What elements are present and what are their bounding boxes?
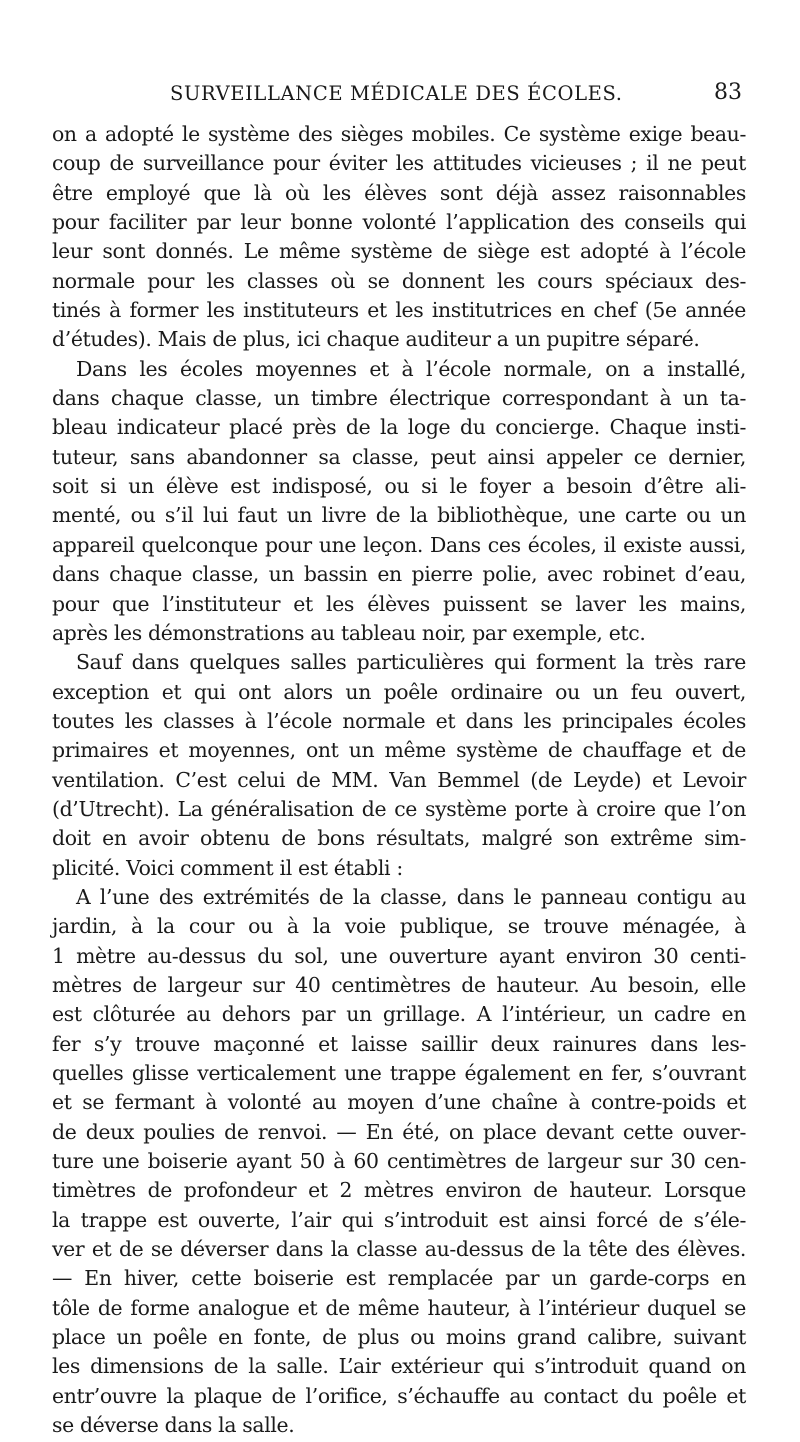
text-line: les dimensions de la salle. L’air extérieur qui s’introduit quand on [52,1354,746,1379]
text-line: la trappe est ouverte, l’air qui s’introduit est ainsi forcé de s’éle- [52,1207,746,1232]
text-line: de deux poulies de renvoi. — En été, on place devant cette ouver- [52,1119,746,1144]
text-line: et se fermant à volonté au moyen d’une chaîne à contre-poids et [52,1090,746,1115]
text-line: tuteur, sans abandonner sa classe, peut ainsi appeler ce dernier, [52,444,746,469]
text-line: soit si un élève est indisposé, ou si le foyer a besoin d’être ali- [52,474,746,499]
text-line: (d’Utrecht). La généralisation de ce système porte à croire que l’on [52,796,746,821]
text-line: entr’ouvre la plaque de l’orifice, s’échauffe au contact du poêle et [52,1383,746,1408]
text-line: primaires et moyennes, ont un même système de chauffage et de [52,738,746,763]
text-line: dans chaque classe, un bassin en pierre polie, avec robinet d’eau, [52,562,746,587]
text-line: fer s’y trouve maçonné et laisse saillir deux rainures dans les- [52,1031,746,1056]
text-line: d’études). Mais de plus, ici chaque auditeur a un pupitre séparé. [52,327,700,352]
running-title: SURVEILLANCE MÉDICALE DES ÉCOLES. [170,82,623,105]
text-line: plicité. Voici comment il est établi : [52,855,403,880]
text-line: toutes les classes à l’école normale et dans les principales écoles [52,708,746,733]
body-text [52,120,746,1440]
text-line: tinés à former les instituteurs et les institutrices en chef (5e année [52,298,746,323]
text-line: place un poêle en fonte, de plus ou moins grand calibre, suivant [52,1325,746,1350]
text-line: A l’une des extrémités de la classe, dans le panneau contigu au [76,884,746,909]
text-line: normale pour les classes où se donnent les cours spéciaux des- [52,268,746,293]
text-line: être employé que là où les élèves sont déjà assez raisonnables [52,180,746,205]
text-line: ture une boiserie ayant 50 à 60 centimètres de largeur sur 30 cen- [52,1149,746,1174]
running-header [52,78,746,114]
text-line: pour faciliter par leur bonne volonté l’application des conseils qui [52,210,746,235]
text-line: mètres de largeur sur 40 centimètres de hauteur. Au besoin, elle [52,972,746,997]
text-line: quelles glisse verticalement une trappe également en fer, s’ouvrant [52,1061,746,1085]
text-line: bleau indicateur placé près de la loge du concierge. Chaque insti- [52,415,746,440]
text-line: appareil quelconque pour une leçon. Dans ces écoles, il existe aussi, [52,532,746,557]
text-line: se déverse dans la salle. [52,1413,295,1438]
text-line: 1 mètre au-dessus du sol, une ouverture ayant environ 30 centi- [52,943,746,968]
text-line: timètres de profondeur et 2 mètres environ de hauteur. Lorsque [52,1178,746,1203]
text-line: Sauf dans quelques salles particulières qui forment la très rare [76,650,746,675]
text-line: — En hiver, cette boiserie est remplacée par un garde-corps en [52,1266,746,1291]
text-line: ver et de se déverser dans la classe au-dessus de la tête des élèves. [52,1237,746,1262]
text-line: est clôturée au dehors par un grillage. A l’intérieur, un cadre en [52,1002,746,1027]
text-line: jardin, à la cour ou à la voie publique, se trouve ménagée, à [52,914,746,939]
text-line: Dans les écoles moyennes et à l’école normale, on a installé, [76,356,746,381]
text-line: dans chaque classe, un timbre électrique correspondant à un ta- [52,386,746,411]
text-line: doit en avoir obtenu de bons résultats, malgré son extrême sim- [52,826,746,851]
text-line: pour que l’instituteur et les élèves puissent se laver les mains, [52,591,746,616]
text-line: tôle de forme analogue et de même hauteur, à l’intérieur duquel se [52,1295,746,1320]
page-number: 83 [714,80,742,105]
text-line: menté, ou s’il lui faut un livre de la bibliothèque, une carte ou un [52,503,746,528]
text-line: après les démonstrations au tableau noir, par exemple, etc. [52,620,646,645]
text-line: exception et qui ont alors un poêle ordinaire ou un feu ouvert, [52,679,746,704]
text-line: on a adopté le système des sièges mobiles. Ce système exige beau- [52,122,746,146]
text-line: leur sont donnés. Le même système de siège est adopté à l’école [52,239,746,264]
text-line: coup de surveillance pour éviter les attitudes vicieuses ; il ne peut [52,151,746,176]
text-line: ventilation. C’est celui de MM. Van Bemmel (de Leyde) et Levoir [52,767,746,792]
